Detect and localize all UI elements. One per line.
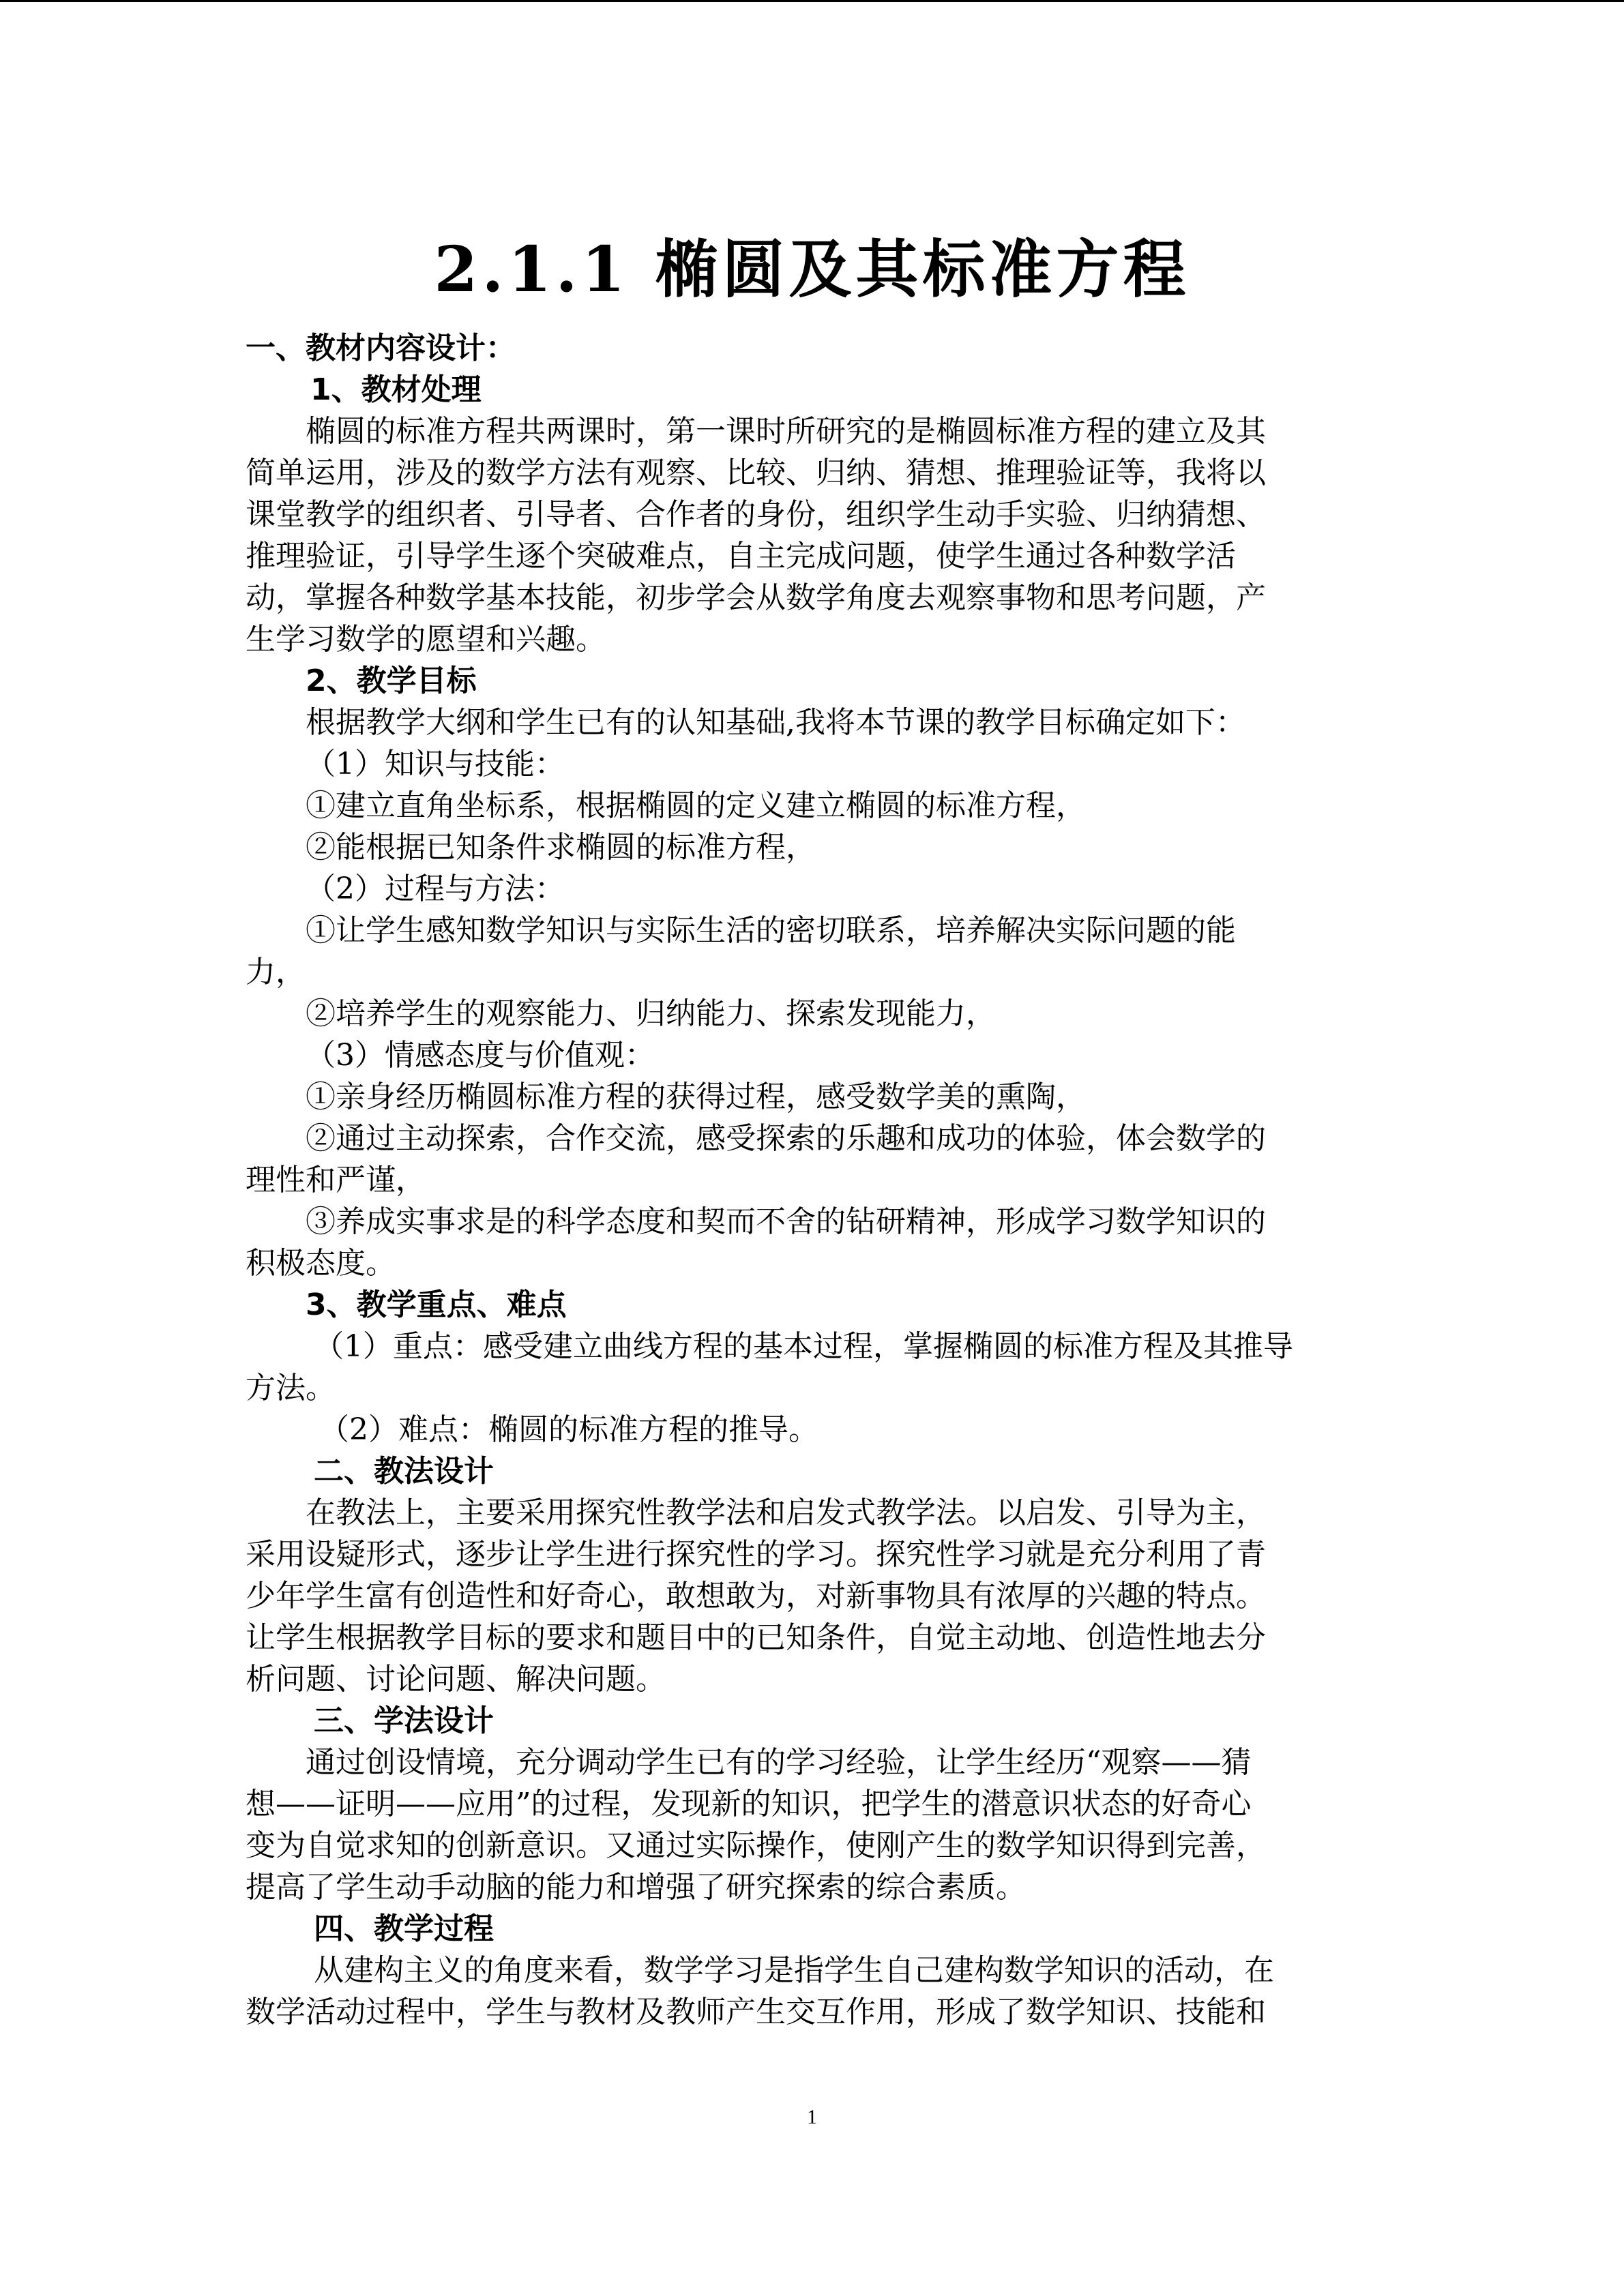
text-line: 生学习数学的愿望和兴趣。: [246, 622, 606, 657]
page-number: 1: [807, 2106, 817, 2128]
text-line: 少年学生富有创造性和好奇心，敢想敢为，对新事物具有浓厚的兴趣的特点。: [246, 1579, 1266, 1613]
section-heading: 三、学法设计: [314, 1703, 494, 1738]
page-top-border: [0, 0, 1624, 2]
text-line: 通过创设情境，充分调动学生已有的学习经验，让学生经历“观察——猜: [306, 1745, 1252, 1780]
section-heading: 一、教材内容设计：: [246, 331, 516, 366]
text-line: 简单运用，涉及的数学方法有观察、比较、归纳、猜想、推理验证等，我将以: [246, 456, 1266, 490]
text-line: ②培养学生的观察能力、归纳能力、探索发现能力，: [306, 996, 996, 1031]
section-heading: 四、教学过程: [314, 1911, 494, 1946]
text-line: 让学生根据教学目标的要求和题目中的已知条件，自觉主动地、创造性地去分: [246, 1620, 1266, 1655]
document-title: 2.1.1 椭圆及其标准方程: [434, 233, 1190, 306]
text-line: 在教法上，主要采用探究性教学法和启发式教学法。以启发、引导为主，: [306, 1495, 1266, 1530]
text-line: 动，掌握各种数学基本技能，初步学会从数学角度去观察事物和思考问题，产: [246, 580, 1266, 615]
text-line: 采用设疑形式，逐步让学生进行探究性的学习。探究性学习就是充分利用了青: [246, 1537, 1266, 1572]
document-body: [246, 327, 1371, 2033]
text-line: （2）过程与方法：: [306, 871, 565, 906]
text-line: （2）难点：椭圆的标准方程的推导。: [319, 1412, 818, 1447]
text-line: 方法。: [246, 1371, 336, 1405]
text-line: 变为自觉求知的创新意识。又通过实际操作，使刚产生的数学知识得到完善，: [246, 1828, 1266, 1863]
text-line: ③养成实事求是的科学态度和契而不舍的钻研精神，形成学习数学知识的: [306, 1204, 1266, 1239]
text-line: （1）知识与技能：: [306, 747, 565, 781]
text-line: ①亲身经历椭圆标准方程的获得过程，感受数学美的熏陶，: [306, 1079, 1086, 1114]
text-line: ②能根据已知条件求椭圆的标准方程，: [306, 830, 816, 865]
text-line: （1）重点：感受建立曲线方程的基本过程，掌握椭圆的标准方程及其推导: [314, 1329, 1293, 1364]
text-line: 从建构主义的角度来看，数学学习是指学生自己建构数学知识的活动，在: [314, 1953, 1274, 1988]
text-line: 推理验证，引导学生逐个突破难点，自主完成问题，使学生通过各种数学活: [246, 539, 1236, 573]
text-line: （3）情感态度与价值观：: [306, 1038, 655, 1073]
section-heading: 二、教法设计: [314, 1454, 494, 1489]
section-heading: 3、教学重点、难点: [306, 1287, 567, 1322]
text-line: 积极态度。: [246, 1246, 396, 1281]
text-line: 理性和严谨，: [246, 1163, 426, 1197]
text-line: ②通过主动探索，合作交流，感受探索的乐趣和成功的体验，体会数学的: [306, 1121, 1266, 1156]
text-line: 根据教学大纲和学生已有的认知基础,我将本节课的教学目标确定如下：: [306, 705, 1245, 740]
text-line: 课堂教学的组织者、引导者、合作者的身份，组织学生动手实验、归纳猜想、: [246, 497, 1266, 532]
text-line: 析问题、讨论问题、解决问题。: [246, 1662, 666, 1697]
text-line: 想——证明——应用”的过程，发现新的知识，把学生的潜意识状态的好奇心: [246, 1787, 1252, 1821]
text-line: ①建立直角坐标系，根据椭圆的定义建立椭圆的标准方程，: [306, 788, 1086, 823]
text-line: 力，: [246, 955, 306, 989]
section-heading: 1、教材处理: [310, 372, 482, 407]
text-line: ①让学生感知数学知识与实际生活的密切联系，培养解决实际问题的能: [306, 913, 1236, 948]
text-line: 椭圆的标准方程共两课时，第一课时所研究的是椭圆标准方程的建立及其: [306, 414, 1266, 449]
text-line: 数学活动过程中，学生与教材及教师产生交互作用，形成了数学知识、技能和: [246, 1995, 1266, 2029]
section-heading: 2、教学目标: [306, 664, 477, 698]
text-line: 提高了学生动手动脑的能力和增强了研究探索的综合素质。: [246, 1870, 1026, 1905]
